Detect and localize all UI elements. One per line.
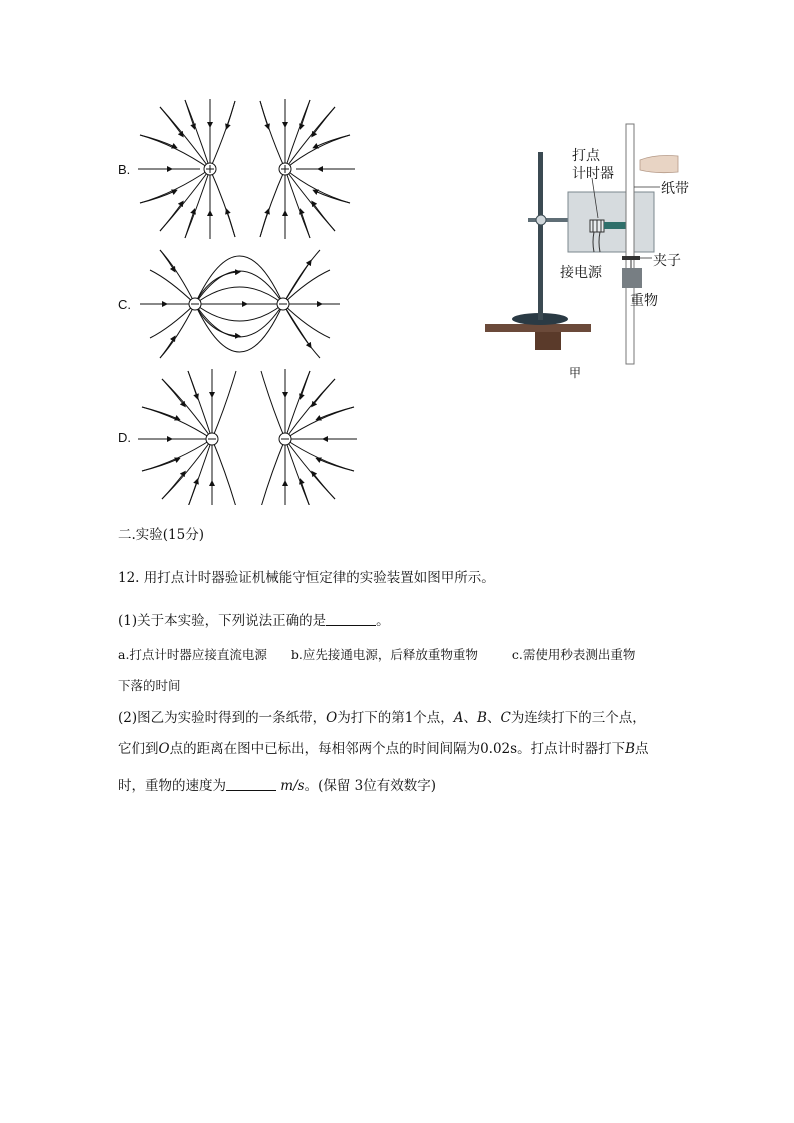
diagram-b bbox=[138, 99, 355, 239]
weight bbox=[622, 268, 642, 288]
question-12-choices bbox=[118, 645, 635, 663]
point-c: C bbox=[500, 710, 511, 726]
choice-b: b.应先接通电源，后释放重物重物 bbox=[290, 647, 478, 662]
stand-arm bbox=[528, 218, 570, 222]
clip bbox=[622, 256, 640, 260]
point-o-2: O bbox=[158, 741, 170, 757]
p2-line2-text-a: 它们到 bbox=[118, 741, 159, 757]
choice-c-continued: 下落的时间 bbox=[118, 678, 181, 693]
stand-rod bbox=[538, 152, 543, 320]
p3-text-b: 。(保留 3位有效数字) bbox=[304, 778, 436, 794]
timer-label-line1: 打点 bbox=[572, 148, 600, 164]
question-12-part-2-line-1 bbox=[118, 706, 646, 726]
point-a: A bbox=[453, 710, 464, 726]
p2-line2-text-c: 点 bbox=[635, 741, 649, 757]
table-top bbox=[485, 324, 591, 332]
question-12-part-1 bbox=[118, 609, 390, 629]
point-b-2: B bbox=[625, 741, 635, 757]
point-b: B bbox=[477, 710, 487, 726]
part-1-blank[interactable] bbox=[326, 613, 376, 626]
choice-a: a.打点计时器应接直流电源 bbox=[118, 647, 267, 662]
question-12-part-2-line-2 bbox=[118, 737, 649, 757]
velocity-blank[interactable] bbox=[226, 778, 276, 791]
figure-caption: 甲 bbox=[569, 366, 582, 380]
clip-label: 夹子 bbox=[653, 253, 681, 269]
section-title: 二.实验(15分) bbox=[118, 527, 205, 543]
p2-text-c: 为连续打下的三个点， bbox=[510, 710, 646, 726]
p2-text-a: (2)图乙为实验时得到的一条纸带， bbox=[118, 710, 327, 726]
question-12-stem: 12. 用打点计时器验证机械能守恒定律的实验装置如图甲所示。 bbox=[118, 570, 495, 586]
part-1-end: 。 bbox=[376, 613, 390, 629]
field-line-diagrams bbox=[130, 95, 370, 505]
p2-line2-text-b: 点的距离在图中已标出，每相邻两个点的时间间隔为0.02s。打点计时器打下 bbox=[169, 741, 626, 757]
option-b-label: B. bbox=[118, 162, 131, 177]
diagram-c bbox=[140, 250, 340, 358]
p2-text-b: 为打下的第1个点， bbox=[337, 710, 454, 726]
p2-sep-2: 、 bbox=[486, 710, 501, 726]
velocity-unit: m/s bbox=[280, 778, 305, 794]
power-label: 接电源 bbox=[560, 265, 602, 281]
hand bbox=[640, 156, 678, 173]
part-1-text: (1)关于本实验，下列说法正确的是 bbox=[118, 613, 327, 629]
timer-vibrator bbox=[604, 222, 626, 229]
clamp-knob bbox=[536, 215, 546, 225]
option-d-label: D. bbox=[118, 430, 131, 445]
p3-text-a: 时，重物的速度为 bbox=[118, 778, 226, 794]
table-leg bbox=[535, 332, 561, 350]
option-c-label: C. bbox=[118, 297, 131, 312]
tape-label: 纸带 bbox=[661, 181, 689, 197]
choice-c: c.需使用秒表测出重物 bbox=[511, 647, 636, 662]
point-o: O bbox=[326, 710, 338, 726]
p2-sep-1: 、 bbox=[463, 710, 478, 726]
diagram-d bbox=[138, 369, 357, 505]
question-12-part-2-line-3 bbox=[118, 774, 436, 794]
timer-label-line2: 计时器 bbox=[572, 166, 614, 182]
paper-tape bbox=[626, 124, 634, 364]
weight-label: 重物 bbox=[630, 293, 658, 309]
